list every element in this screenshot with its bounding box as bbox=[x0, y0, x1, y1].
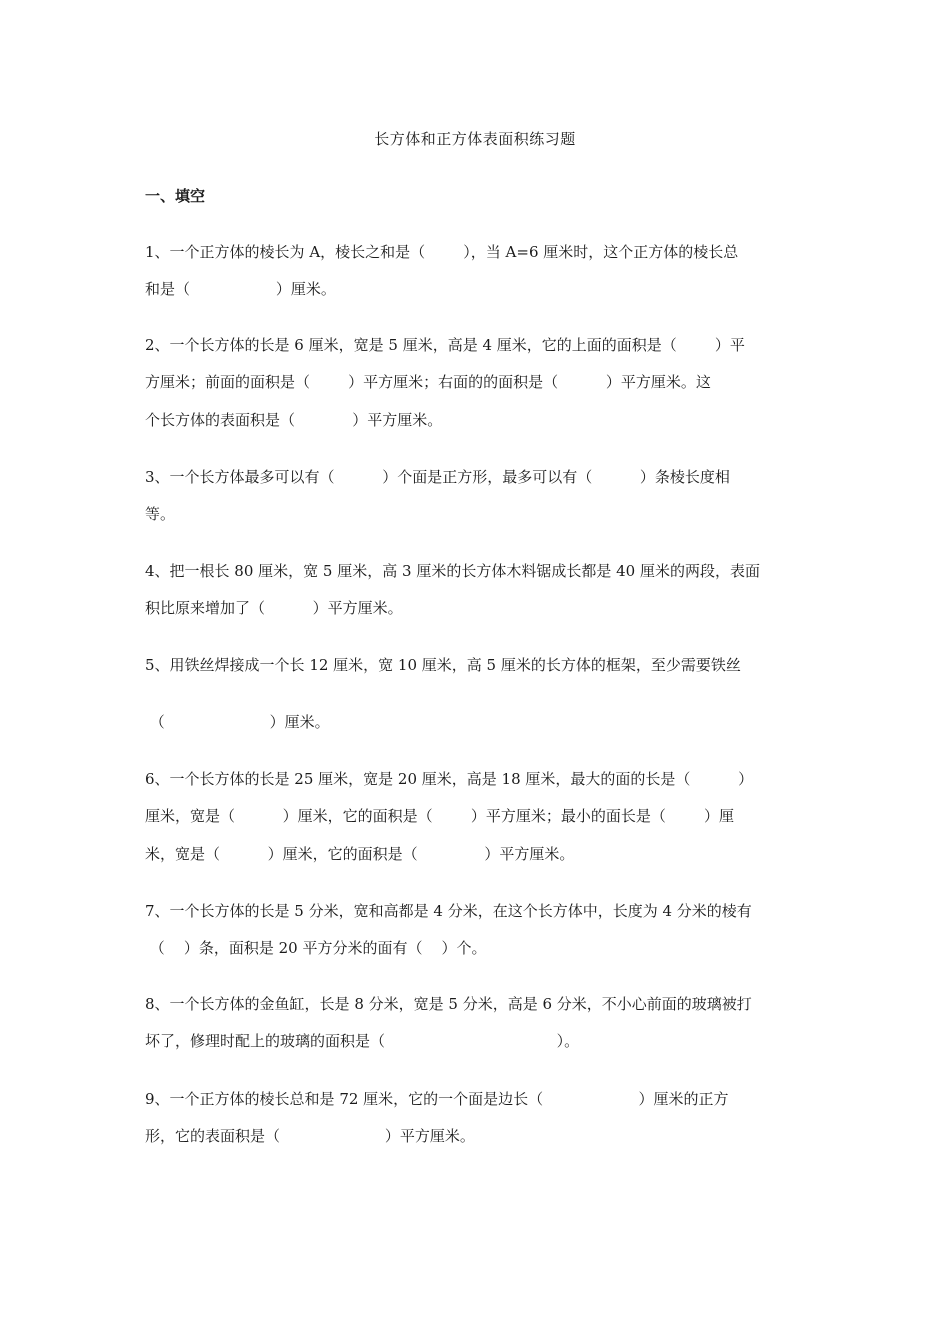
page-title: 长方体和正方体表面积练习题 bbox=[374, 130, 576, 148]
question-4-line-1: 4、把一根长 80 厘米，宽 5 厘米，高 3 厘米的长方体木料锯成长都是 40 厘米的两段，表面 bbox=[145, 562, 760, 580]
question-2-line-1: 2、一个长方体的长是 6 厘米，宽是 5 厘米，高是 4 厘米，它的上面的面积是（ ）平 bbox=[145, 336, 745, 354]
question-2-line-3: 个长方体的表面积是（ ）平方厘米。 bbox=[145, 411, 443, 429]
question-2-line-2: 方厘米；前面的面积是（ ）平方厘米；右面的的面积是（ ）平方厘米。这 bbox=[145, 373, 711, 391]
question-7-line-1: 7、一个长方体的长是 5 分米，宽和高都是 4 分米，在这个长方体中，长度为 4 分米的棱有 bbox=[145, 902, 752, 920]
question-6-line-3: 米，宽是（ ）厘米，它的面积是（ ）平方厘米。 bbox=[145, 845, 575, 863]
question-4-line-2: 积比原来增加了（ ）平方厘米。 bbox=[145, 599, 403, 617]
question-7-line-2: （ ）条，面积是 20 平方分米的面有（ ）个。 bbox=[145, 939, 487, 957]
question-9-line-2: 形，它的表面积是（ ）平方厘米。 bbox=[145, 1127, 475, 1145]
question-5-line-1: 5、用铁丝焊接成一个长 12 厘米，宽 10 厘米，高 5 厘米的长方体的框架，至少需要铁丝 bbox=[145, 656, 741, 674]
question-8-line-1: 8、一个长方体的金鱼缸，长是 8 分米，宽是 5 分米，高是 6 分米，不小心前面的玻璃被打 bbox=[145, 995, 752, 1013]
question-5-line-2: （ ）厘米。 bbox=[145, 713, 330, 731]
question-1-line-1: 1、一个正方体的棱长为 A，棱长之和是（ ），当 A=6 厘米时，这个正方体的棱长总 bbox=[145, 243, 739, 261]
section-heading: 一、填空 bbox=[145, 187, 206, 205]
question-8-line-2: 坏了，修理时配上的玻璃的面积是（ ）。 bbox=[145, 1032, 580, 1050]
question-3-line-2: 等。 bbox=[145, 505, 176, 523]
question-6-line-1: 6、一个长方体的长是 25 厘米，宽是 20 厘米，高是 18 厘米，最大的面的长是（ ） bbox=[145, 770, 754, 788]
question-9-line-1: 9、一个正方体的棱长总和是 72 厘米，它的一个面是边长（ ）厘米的正方 bbox=[145, 1090, 729, 1108]
question-3-line-1: 3、一个长方体最多可以有（ ）个面是正方形，最多可以有（ ）条棱长度相 bbox=[145, 468, 730, 486]
question-6-line-2: 厘米，宽是（ ）厘米，它的面积是（ ）平方厘米；最小的面长是（ ）厘 bbox=[145, 807, 734, 825]
question-1-line-2: 和是（ ）厘米。 bbox=[145, 280, 336, 298]
